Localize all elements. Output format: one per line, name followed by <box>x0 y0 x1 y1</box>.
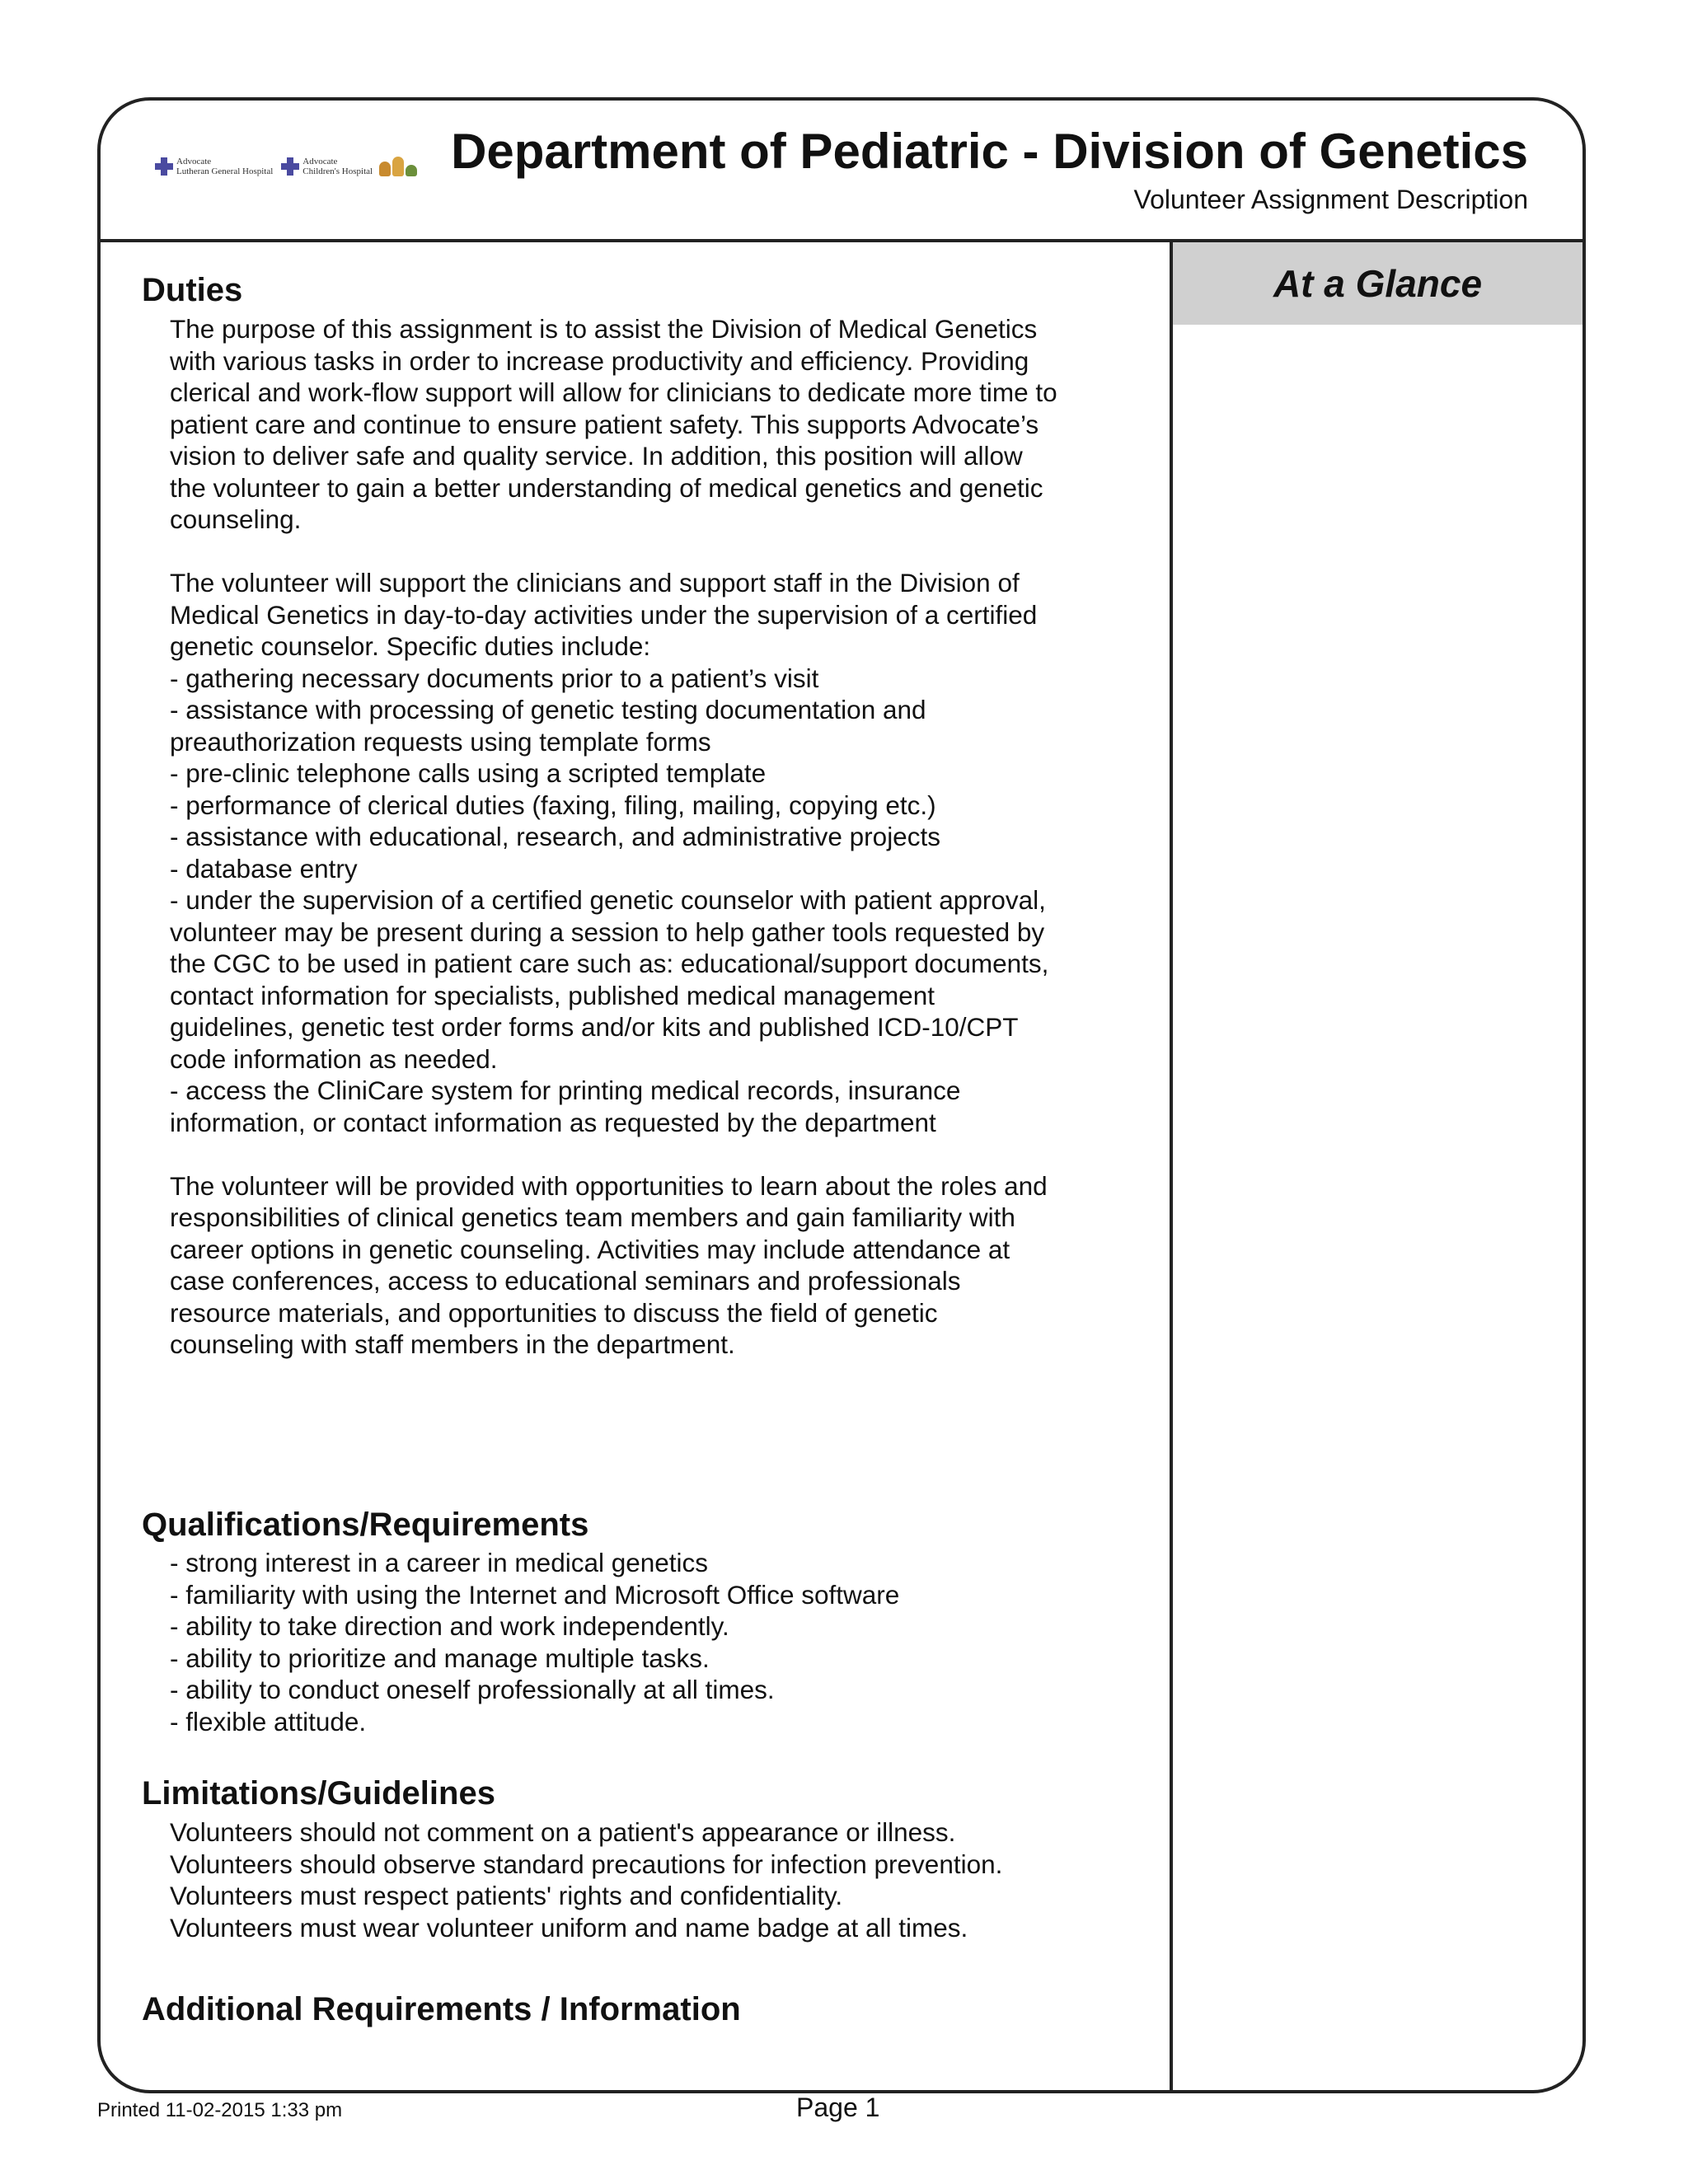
duties-text-line: the volunteer to gain a better understanding of medical genetics and genetic <box>170 472 1043 503</box>
duties-text-line: Medical Genetics in day-to-day activities under the supervision of a certified <box>170 599 1038 630</box>
duties-text-line: responsibilities of clinical genetics team members and gain familiarity with <box>170 1202 1015 1232</box>
header <box>101 101 1582 242</box>
additional-heading: Additional Requirements / Information <box>142 1991 741 2027</box>
duties-text-line: counseling. <box>170 504 302 534</box>
qualification-item: - flexible attitude. <box>170 1706 367 1736</box>
lutheran-general-logo <box>155 157 273 176</box>
qualification-item: - familiarity with using the Internet and Microsoft Office software <box>170 1579 900 1610</box>
qualification-item: - ability to conduct oneself professionally at all times. <box>170 1675 775 1704</box>
duties-text-line: the CGC to be used in patient care such as: educational/support documents, <box>170 949 1049 978</box>
duties-text-line: The volunteer will be provided with opportunities to learn about the roles and <box>170 1170 1048 1201</box>
hospital-logos <box>155 157 417 176</box>
qualifications-list <box>170 1547 1159 1737</box>
childrens-hospital-logo <box>281 157 417 176</box>
duties-text-line: patient care and continue to ensure patient safety. This supports Advocate’s <box>170 409 1039 439</box>
duties-text-line: clerical and work-flow support will allow for clinicians to dedicate more time to <box>170 377 1057 407</box>
duties-text-line: genetic counselor. Specific duties include: <box>170 631 651 661</box>
qualification-item: - strong interest in a career in medical genetics <box>170 1548 709 1577</box>
duties-body <box>170 313 1159 1361</box>
limitations-heading: Limitations/Guidelines <box>142 1775 495 1811</box>
advocate-cross-icon <box>281 157 299 176</box>
duties-text-line: - pre-clinic telephone calls using a scripted template <box>170 758 767 788</box>
at-a-glance-panel <box>1170 242 1582 2090</box>
duties-text-line: career options in genetic counseling. Activities may include attendance at <box>170 1234 1010 1264</box>
duties-text-line: vision to deliver safe and quality service. In addition, this position will allow <box>170 441 1023 471</box>
page-number: Page 1 <box>796 2093 880 2122</box>
guideline-item: Volunteers must respect patients' rights and confidentiality. <box>170 1881 843 1910</box>
duties-text-line: guidelines, genetic test order forms and/or kits and published ICD-10/CPT <box>170 1012 1019 1042</box>
page-subtitle: Volunteer Assignment Description <box>1133 185 1528 214</box>
logo-line-2: Children's Hospital <box>302 166 373 176</box>
logo-line-1: Advocate <box>176 157 212 166</box>
duties-text-line: - performance of clerical duties (faxing, filing, mailing, copying etc.) <box>170 790 936 820</box>
logo-line-1: Advocate <box>302 157 338 166</box>
qualification-item: - ability to prioritize and manage multiple tasks. <box>170 1643 710 1673</box>
duties-text-line: - assistance with processing of genetic testing documentation and <box>170 695 926 724</box>
duties-text-line: - database entry <box>170 853 358 883</box>
main-content <box>101 242 1170 2090</box>
duties-heading: Duties <box>142 272 243 308</box>
limitations-list <box>170 1816 1159 1943</box>
duties-text-line: counseling with staff members in the department. <box>170 1329 735 1359</box>
guideline-item: Volunteers should observe standard precautions for infection prevention. <box>170 1849 1003 1879</box>
duties-text-line: code information as needed. <box>170 1043 498 1074</box>
duties-text-line: - gathering necessary documents prior to a patient’s visit <box>170 663 819 693</box>
duties-text-line: - under the supervision of a certified genetic counselor with patient approval, <box>170 885 1046 915</box>
logo-line-2: Lutheran General Hospital <box>176 166 274 176</box>
page-title: Department of Pediatric - Division of Genetics <box>451 124 1528 179</box>
duties-text-line: volunteer may be present during a session to help gather tools requested by <box>170 916 1045 947</box>
duties-text-line: with various tasks in order to increase productivity and efficiency. Providing <box>170 345 1029 376</box>
qualification-item: - ability to take direction and work independently. <box>170 1611 729 1641</box>
duties-text-line: The purpose of this assignment is to assist the Division of Medical Genetics <box>170 314 1038 344</box>
guideline-item: Volunteers must wear volunteer uniform and name badge at all times. <box>170 1912 968 1943</box>
duties-text-line: - assistance with educational, research, and administrative projects <box>170 822 940 851</box>
advocate-cross-icon <box>155 157 173 176</box>
guideline-item: Volunteers should not comment on a patient's appearance or illness. <box>170 1817 956 1847</box>
duties-text-line: The volunteer will support the clinicians and support staff in the Division of <box>170 568 1020 598</box>
duties-text-line: - access the CliniCare system for printing medical records, insurance <box>170 1076 961 1105</box>
duties-text-line: preauthorization requests using template forms <box>170 726 711 757</box>
document-frame <box>97 97 1586 2093</box>
duties-text-line: resource materials, and opportunities to discuss the field of genetic <box>170 1297 938 1328</box>
duties-text-line: information, or contact information as requested by the department <box>170 1107 936 1137</box>
animal-mascots-icon <box>379 157 417 176</box>
duties-text-line: case conferences, access to educational seminars and professionals <box>170 1266 961 1296</box>
duties-text-line: contact information for specialists, published medical management <box>170 980 935 1010</box>
at-a-glance-heading: At a Glance <box>1173 242 1582 325</box>
printed-timestamp: Printed 11-02-2015 1:33 pm <box>97 2099 343 2121</box>
qualifications-heading: Qualifications/Requirements <box>142 1507 589 1543</box>
